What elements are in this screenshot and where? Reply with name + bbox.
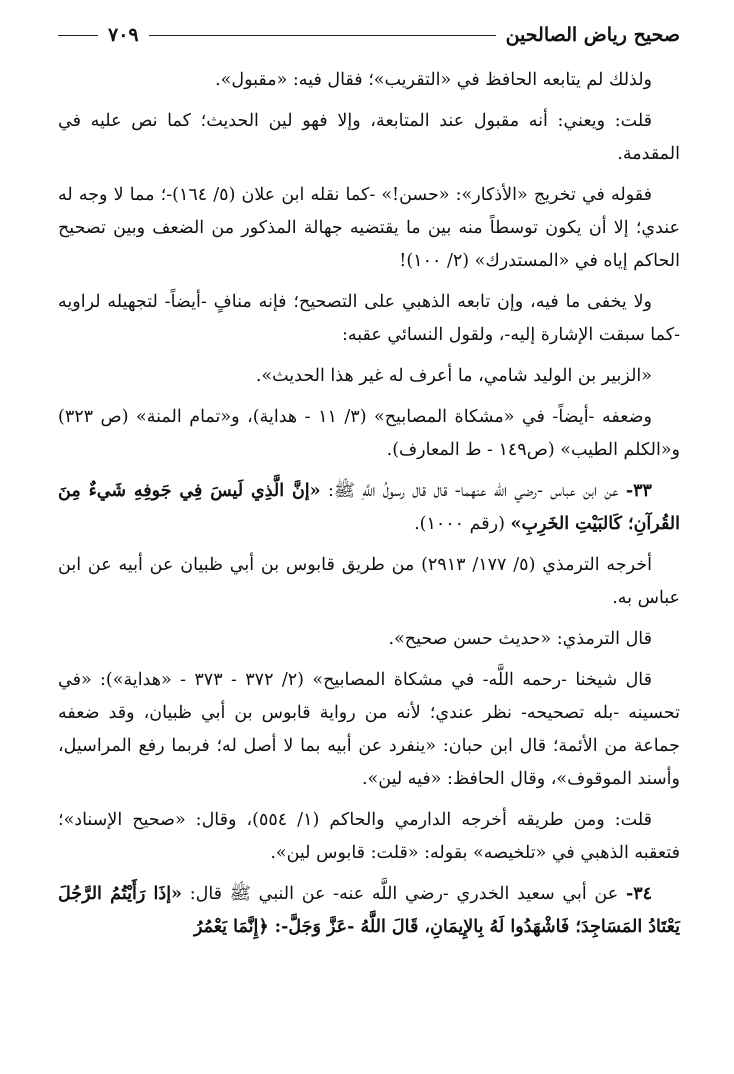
paragraph: قال الترمذي: «حديث حسن صحيح». bbox=[388, 629, 652, 649]
paragraph: ولا يخفى ما فيه، وإن تابعه الذهبي على التصحيح؛ فإنه منافٍ -أيضاً- لتجهيله لراويه -كما سبقت الإشارة إليه-، ولقول النسائي عقبه: bbox=[58, 292, 680, 345]
hadith-33 bbox=[58, 475, 680, 541]
book-title: صحيح رياض الصالحين bbox=[505, 24, 680, 46]
hadith-34 bbox=[58, 878, 680, 944]
header-rule bbox=[149, 35, 496, 36]
hadith-number: ٣٤- bbox=[625, 884, 653, 904]
page-number: ٧٠٩ bbox=[108, 24, 139, 46]
paragraph: ولذلك لم يتابعه الحافظ في «التقريب»؛ فقال فيه: «مقبول». bbox=[215, 70, 652, 90]
hadith-text: «إذَا رَأَيْتُمُ الرَّجُلَ يَعْتَادُ المَسَاجِدَ؛ فَاشْهَدُوا لَهُ بِالإِيمَانِ، قَالَ اللَّهُ -عَزَّ وَجَلَّ-: ﴿إِنَّمَا يَعْمُرُ bbox=[58, 884, 680, 937]
hadith-reference: (رقم ١٠٠٠). bbox=[414, 514, 505, 534]
paragraph: قلت: ومن طريقه أخرجه الدارمي والحاكم (١/ ٥٥٤)، وقال: «صحيح الإسناد»؛ فتعقبه الذهبي في «تلخيصه» بقوله: «قلت: قابوس لين». bbox=[58, 810, 680, 863]
paragraph: قلت: ويعني: أنه مقبول عند المتابعة، وإلا فهو لين الحديث؛ كما نص عليه في المقدمة. bbox=[58, 111, 680, 164]
hadith-intro: عن ابن عباس -رضي الله عنهما- قال قال رسولُ اللَّهِ ﷺ: bbox=[327, 481, 619, 501]
paragraph: وضعفه -أيضاً- في «مشكاة المصابيح» (٣/ ١١ - هداية)، و«تمام المنة» (ص ٣٢٣) و«الكلم الطيب» (ص١٤٩ - ط المعارف). bbox=[58, 407, 680, 460]
running-header bbox=[58, 22, 680, 48]
header-dash bbox=[58, 35, 98, 36]
paragraph: فقوله في تخريج «الأذكار»: «حسن!» -كما نقله ابن علان (٥/ ١٦٤)-؛ مما لا وجه له عندي؛ إلا أن يكون توسطاً منه بين ما يقتضيه جهالة المذكور من الضعف وبين تصحيح الحاكم إياه في «المستدرك» (٢/ ١٠٠)! bbox=[58, 185, 680, 271]
quote-paragraph: «الزبير بن الوليد شامي، ما أعرف له غير هذا الحديث». bbox=[255, 366, 652, 386]
hadith-number: ٣٣- bbox=[625, 481, 652, 501]
hadith-text: «إنَّ الَّذِي لَيسَ فِي جَوفِهِ شَيءٌ مِنَ القُرآنِ؛ كَالبَيْتِ الخَرِبِ» bbox=[58, 481, 680, 534]
hadith-intro: عن أبي سعيد الخدري -رضي اللَّه عنه- عن النبي ﷺ قال: bbox=[189, 884, 619, 904]
paragraph: قال شيخنا -رحمه اللَّه- في مشكاة المصابيح» (٢/ ٣٧٢ - ٣٧٣ - «هداية»): «في تحسينه -بله تصحيحه- نظر عندي؛ لأنه من رواية قابوس بن أبي ظبيان، وقد ضعفه جماعة من الأئمة؛ قال ابن حبان: «ينفرد عن أبيه بما لا أصل له؛ فربما رفع المراسيل، وأسند الموقوف»، وقال الحافظ: «فيه لين». bbox=[58, 670, 680, 789]
paragraph: أخرجه الترمذي (٥/ ١٧٧/ ٢٩١٣) من طريق قابوس بن أبي ظبيان عن أبيه عن ابن عباس به. bbox=[58, 555, 680, 608]
